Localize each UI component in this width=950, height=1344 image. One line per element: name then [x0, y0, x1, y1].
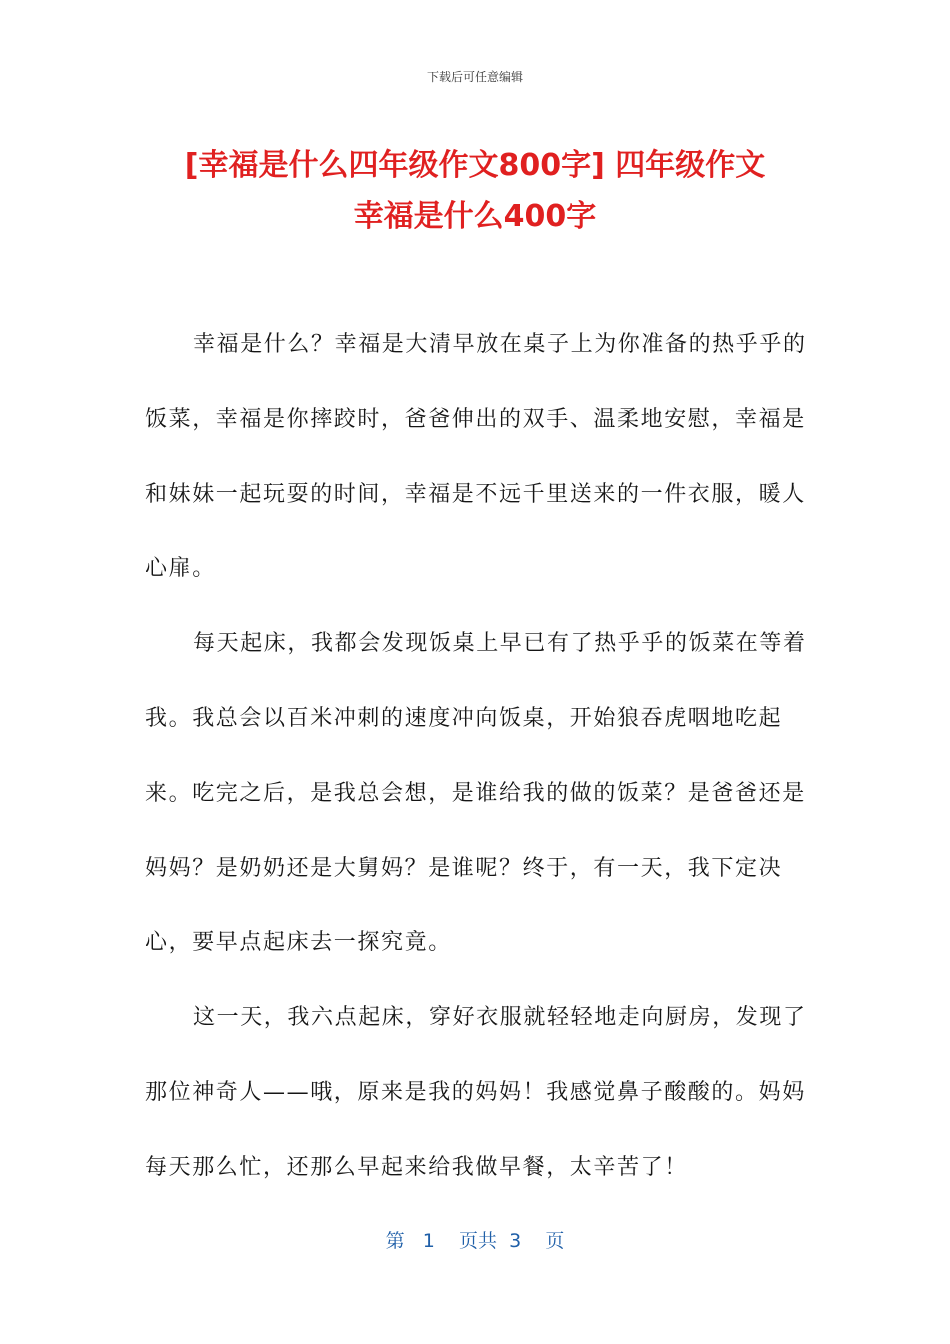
header-note: 下载后可任意编辑 [426, 70, 523, 84]
document-body [145, 308, 810, 1206]
title-line-2: 幸福是什么400字 [353, 199, 597, 234]
paragraph-2: 每天起床，我都会发现饭桌上早已有了热乎乎的饭菜在等着我。我总会以百米冲刺的速度冲向饭桌，开始狼吞虎咽地吃起来。吃完之后，是我总会想，是谁给我的做的饭菜？是爸爸还是妈妈？是奶奶还是大舅妈？是谁呢？终于，有一天，我下定决心，要早点起床去一探究竟。 [145, 631, 807, 956]
title-line-1: [幸福是什么四年级作文800字] 四年级作文 [184, 148, 766, 183]
paragraph-3: 这一天，我六点起床，穿好衣服就轻轻地走向厨房，发现了那位神奇人——哦，原来是我的妈妈！我感觉鼻子酸酸的。妈妈每天那么忙，还那么早起来给我做早餐，太辛苦了！ [145, 1005, 807, 1180]
page-number: 第 1 页共 3 页 [385, 1230, 565, 1252]
document-title [100, 140, 850, 242]
paragraph-1: 幸福是什么？幸福是大清早放在桌子上为你准备的热乎乎的饭菜，幸福是你摔跤时，爸爸伸出的双手、温柔地安慰，幸福是和妹妹一起玩耍的时间，幸福是不远千里送来的一件衣服，暖人心扉。 [145, 332, 807, 582]
